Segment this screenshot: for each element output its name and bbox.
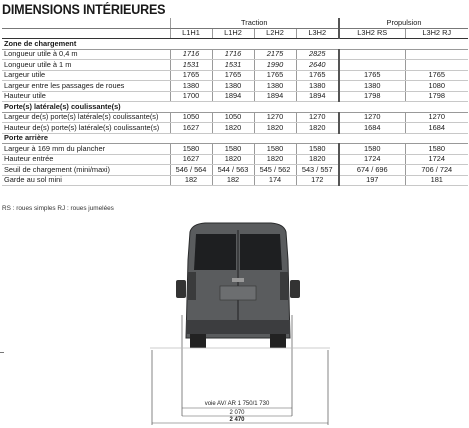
table-cell: 182 [170,175,212,186]
table-cell: 197 [339,175,405,186]
table-cell: 1380 [296,81,339,92]
table-row [2,123,468,134]
table-cell: 1820 [254,123,296,134]
row-label: Largeur de(s) porte(s) latérale(s) coulissante(s) [2,112,170,123]
margin-mark [0,352,4,353]
table-cell [339,60,405,71]
table-row [2,70,468,81]
table-cell: 544 / 563 [212,165,254,176]
row-label: Largeur à 169 mm du plancher [2,144,170,155]
section-title: Porte arrière [2,133,468,144]
table-cell: 1380 [212,81,254,92]
table-cell: 1798 [405,91,468,102]
table-cell: 1684 [339,123,405,134]
column-header: L1H1 [170,28,212,39]
table-cell: 1700 [170,91,212,102]
table-cell: 1531 [212,60,254,71]
table-cell [405,49,468,60]
rear-window-right [240,234,282,270]
right-tail-light [280,272,288,300]
table-row [2,112,468,123]
column-header: L3H2 [296,28,339,39]
table-row [2,165,468,176]
table-cell: 1270 [339,112,405,123]
table-cell: 1798 [339,91,405,102]
table-cell [405,60,468,71]
table-cell: 1820 [254,154,296,165]
table-cell: 172 [296,175,339,186]
table-cell: 545 / 562 [254,165,296,176]
table-cell: 2825 [296,49,339,60]
row-label: Garde au sol mini [2,175,170,186]
row-label: Hauteur utile [2,91,170,102]
table-cell: 1270 [296,112,339,123]
table-cell: 1380 [254,81,296,92]
page-title: DIMENSIONS INTÉRIEURES [2,2,166,17]
table-cell: 1894 [212,91,254,102]
row-label: Hauteur de(s) porte(s) latérale(s) coulissante(s) [2,123,170,134]
table-cell: 1765 [212,70,254,81]
table-row [2,154,468,165]
column-header: L2H2 [254,28,296,39]
section-header-row [2,133,468,144]
table-cell: 1580 [254,144,296,155]
table-cell: 1580 [296,144,339,155]
table-cell: 1724 [405,154,468,165]
header-group-row [2,18,468,28]
traction-group-header: Traction [170,18,339,28]
table-row [2,49,468,60]
row-label: Largeur entre les passages de roues [2,81,170,92]
table-cell: 1765 [339,70,405,81]
table-cell: 1050 [212,112,254,123]
left-tail-light [188,272,196,300]
section-header-row [2,39,468,50]
table-cell: 182 [212,175,254,186]
table-cell: 1894 [254,91,296,102]
table-row [2,175,468,186]
column-header: L3H2 RJ [405,28,468,39]
right-mirror-icon [290,280,300,298]
row-label: Seuil de chargement (mini/maxi) [2,165,170,176]
table-cell: 706 / 724 [405,165,468,176]
table-cell: 1270 [405,112,468,123]
left-wheel [190,334,206,348]
license-plate-area [220,286,256,300]
left-mirror-icon [176,280,186,298]
rear-bumper [186,320,290,334]
row-label: Longueur utile à 0,4 m [2,49,170,60]
table-cell: 1531 [170,60,212,71]
table-cell: 2640 [296,60,339,71]
inner-width-label: 2 070 [229,410,245,416]
table-cell: 1627 [170,154,212,165]
row-label: Longueur utile à 1 m [2,60,170,71]
propulsion-group-header: Propulsion [339,18,468,28]
table-cell: 543 / 557 [296,165,339,176]
table-cell: 1580 [339,144,405,155]
table-row [2,60,468,71]
row-label: Hauteur entrée [2,154,170,165]
van-rear-drawing [150,220,330,425]
table-cell: 1270 [254,112,296,123]
table-cell: 1580 [212,144,254,155]
section-header-row [2,102,468,113]
column-header: L1H2 [212,28,254,39]
table-cell: 1724 [339,154,405,165]
table-cell: 1580 [170,144,212,155]
table-cell: 1820 [212,154,254,165]
table-row [2,81,468,92]
table-cell: 674 / 696 [339,165,405,176]
table-cell: 1580 [405,144,468,155]
header-column-row [2,28,468,39]
outer-width-label: 2 470 [229,417,245,423]
door-handle-icon [232,278,244,282]
table-row [2,144,468,155]
dimensions-table [2,18,468,186]
table-cell: 1716 [170,49,212,60]
rear-window-left [194,234,236,270]
table-cell: 1380 [170,81,212,92]
table-cell: 1820 [296,123,339,134]
table-cell: 1820 [212,123,254,134]
table-cell [339,49,405,60]
table-row [2,91,468,102]
row-label: Largeur utile [2,70,170,81]
table-cell: 1820 [296,154,339,165]
table-cell: 1765 [254,70,296,81]
table-cell: 546 / 564 [170,165,212,176]
section-title: Zone de chargement [2,39,468,50]
table-cell: 1380 [339,81,405,92]
table-cell: 181 [405,175,468,186]
table-cell: 1716 [212,49,254,60]
table-cell: 174 [254,175,296,186]
table-cell: 1080 [405,81,468,92]
table-cell: 1990 [254,60,296,71]
legend-note: RS : roues simples RJ : roues jumelées [2,205,114,212]
track-label: voie AV/ AR 1 750/1 730 [204,401,270,407]
table-cell: 1894 [296,91,339,102]
table-cell: 1684 [405,123,468,134]
right-wheel [270,334,286,348]
table-cell: 1765 [170,70,212,81]
table-cell: 1765 [296,70,339,81]
table-cell: 1627 [170,123,212,134]
section-title: Porte(s) latérale(s) coulissante(s) [2,102,468,113]
table-cell: 1050 [170,112,212,123]
table-cell: 2175 [254,49,296,60]
dimensions-table-body [2,18,468,186]
table-cell: 1765 [405,70,468,81]
column-header: L3H2 RS [339,28,405,39]
